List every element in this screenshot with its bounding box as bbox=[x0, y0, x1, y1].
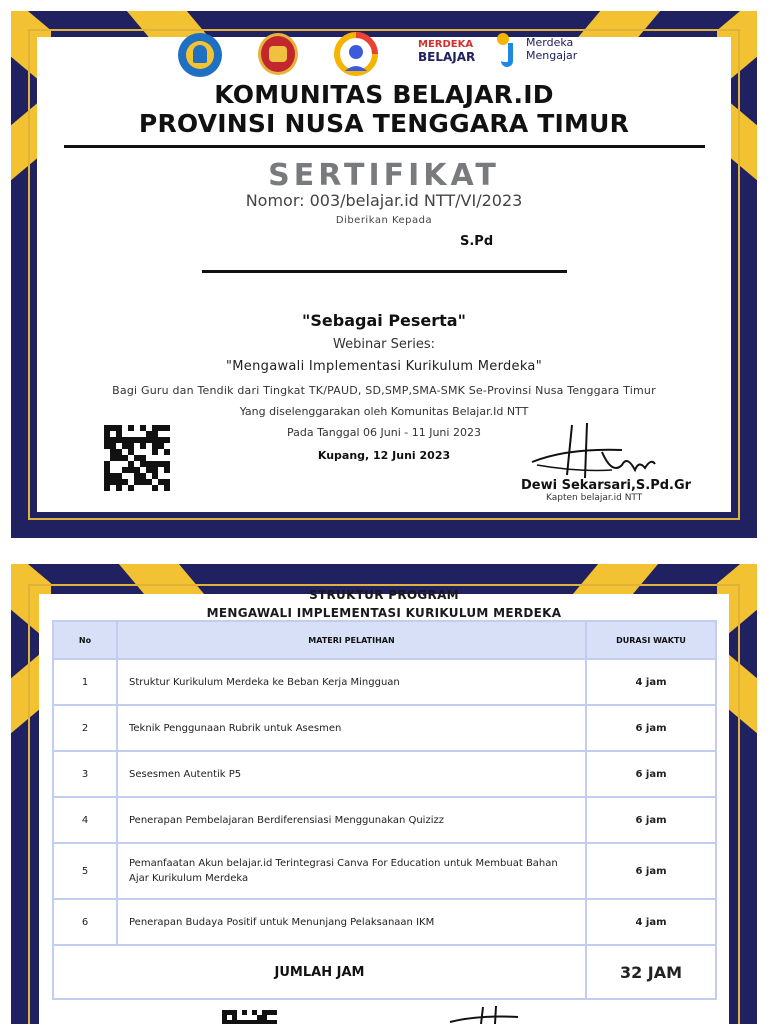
tut-wuri-handayani-logo bbox=[178, 33, 222, 77]
row-material: Struktur Kurikulum Merdeka ke Beban Kerja Mingguan bbox=[117, 659, 586, 705]
table-row bbox=[53, 843, 716, 899]
row-no: 2 bbox=[53, 705, 117, 751]
table-row bbox=[53, 797, 716, 843]
row-duration: 6 jam bbox=[586, 751, 716, 797]
merdeka-belajar-line1: MERDEKA bbox=[418, 39, 474, 50]
mengajar-swoosh-icon bbox=[501, 43, 513, 67]
place-date: Kupang, 12 Juni 2023 bbox=[317, 449, 451, 462]
signature-icon bbox=[527, 420, 667, 485]
recipient-underline bbox=[202, 270, 567, 273]
community-title-line2: PROVINSI NUSA TENGGARA TIMUR bbox=[138, 109, 630, 138]
row-no: 5 bbox=[53, 843, 117, 899]
merdeka-mengajar-line2: Mengajar bbox=[526, 49, 578, 62]
community-title-line1: KOMUNITAS BELAJAR.ID bbox=[214, 80, 554, 109]
event-name: "Mengawali Implementasi Kurikulum Merdeka" bbox=[226, 359, 542, 374]
row-duration: 6 jam bbox=[586, 797, 716, 843]
row-material: Pemanfaatan Akun belajar.id Terintegrasi Canva For Education untuk Membuat Bahan Ajar Kurikulum Merdeka bbox=[117, 843, 586, 899]
row-no: 3 bbox=[53, 751, 117, 797]
total-value: 32 JAM bbox=[586, 945, 716, 999]
row-duration: 4 jam bbox=[586, 899, 716, 945]
header-material: MATERI PELATIHAN bbox=[117, 621, 586, 659]
signature-icon bbox=[448, 1005, 548, 1024]
row-no: 4 bbox=[53, 797, 117, 843]
certificate-number: Nomor: 003/belajar.id NTT/VI/2023 bbox=[245, 191, 523, 210]
qr-code-icon bbox=[222, 1010, 278, 1024]
event-type: Webinar Series: bbox=[333, 337, 435, 352]
signer-name: Dewi Sekarsari,S.Pd.Gr bbox=[521, 478, 692, 493]
table-header-row bbox=[53, 621, 716, 659]
table-total-row bbox=[53, 945, 716, 999]
title-divider bbox=[64, 145, 705, 148]
participant-role: "Sebagai Peserta" bbox=[302, 311, 466, 330]
merdeka-mengajar-line1: Merdeka bbox=[526, 36, 574, 49]
table-row bbox=[53, 659, 716, 705]
belajar-id-logo bbox=[333, 31, 379, 77]
header-duration: DURASI WAKTU bbox=[586, 621, 716, 659]
program-table bbox=[52, 620, 717, 1000]
given-to-label: Diberikan Kepada bbox=[335, 215, 433, 226]
row-material: Teknik Penggunaan Rubrik untuk Asesmen bbox=[117, 705, 586, 751]
signer-title: Kapten belajar.id NTT bbox=[546, 493, 643, 503]
table-row bbox=[53, 751, 716, 797]
row-material: Sesesmen Autentik P5 bbox=[117, 751, 586, 797]
qr-code-icon bbox=[104, 425, 170, 491]
event-audience: Bagi Guru dan Tendik dari Tingkat TK/PAUD, SD,SMP,SMA-SMK Se-Provinsi Nusa Tenggara Timur bbox=[112, 384, 656, 397]
row-material: Penerapan Budaya Positif untuk Menunjang Pelaksanaan IKM bbox=[117, 899, 586, 945]
program-subtitle: MENGAWALI IMPLEMENTASI KURIKULUM MERDEKA bbox=[206, 606, 562, 620]
total-label: JUMLAH JAM bbox=[53, 945, 586, 999]
row-duration: 6 jam bbox=[586, 843, 716, 899]
community-title bbox=[0, 80, 768, 138]
row-duration: 6 jam bbox=[586, 705, 716, 751]
merdeka-belajar-logo bbox=[418, 38, 476, 68]
merdeka-belajar-line2: BELAJAR bbox=[418, 50, 476, 64]
program-title: STRUKTUR PROGRAM bbox=[309, 588, 459, 602]
row-duration: 4 jam bbox=[586, 659, 716, 705]
event-organizer: Yang diselenggarakan oleh Komunitas Belajar.Id NTT bbox=[239, 405, 529, 418]
recipient-name: S.Pd bbox=[460, 234, 494, 249]
certificate-heading: SERTIFIKAT bbox=[268, 158, 500, 193]
table-row bbox=[53, 899, 716, 945]
row-material: Penerapan Pembelajaran Berdiferensiasi Menggunakan Quizizz bbox=[117, 797, 586, 843]
header-no: No bbox=[53, 621, 117, 659]
row-no: 6 bbox=[53, 899, 117, 945]
table-row bbox=[53, 705, 716, 751]
event-dates: Pada Tanggal 06 Juni - 11 Juni 2023 bbox=[287, 426, 481, 439]
merdeka-mengajar-logo bbox=[497, 33, 593, 69]
pancasila-emblem-logo bbox=[258, 33, 298, 75]
row-no: 1 bbox=[53, 659, 117, 705]
